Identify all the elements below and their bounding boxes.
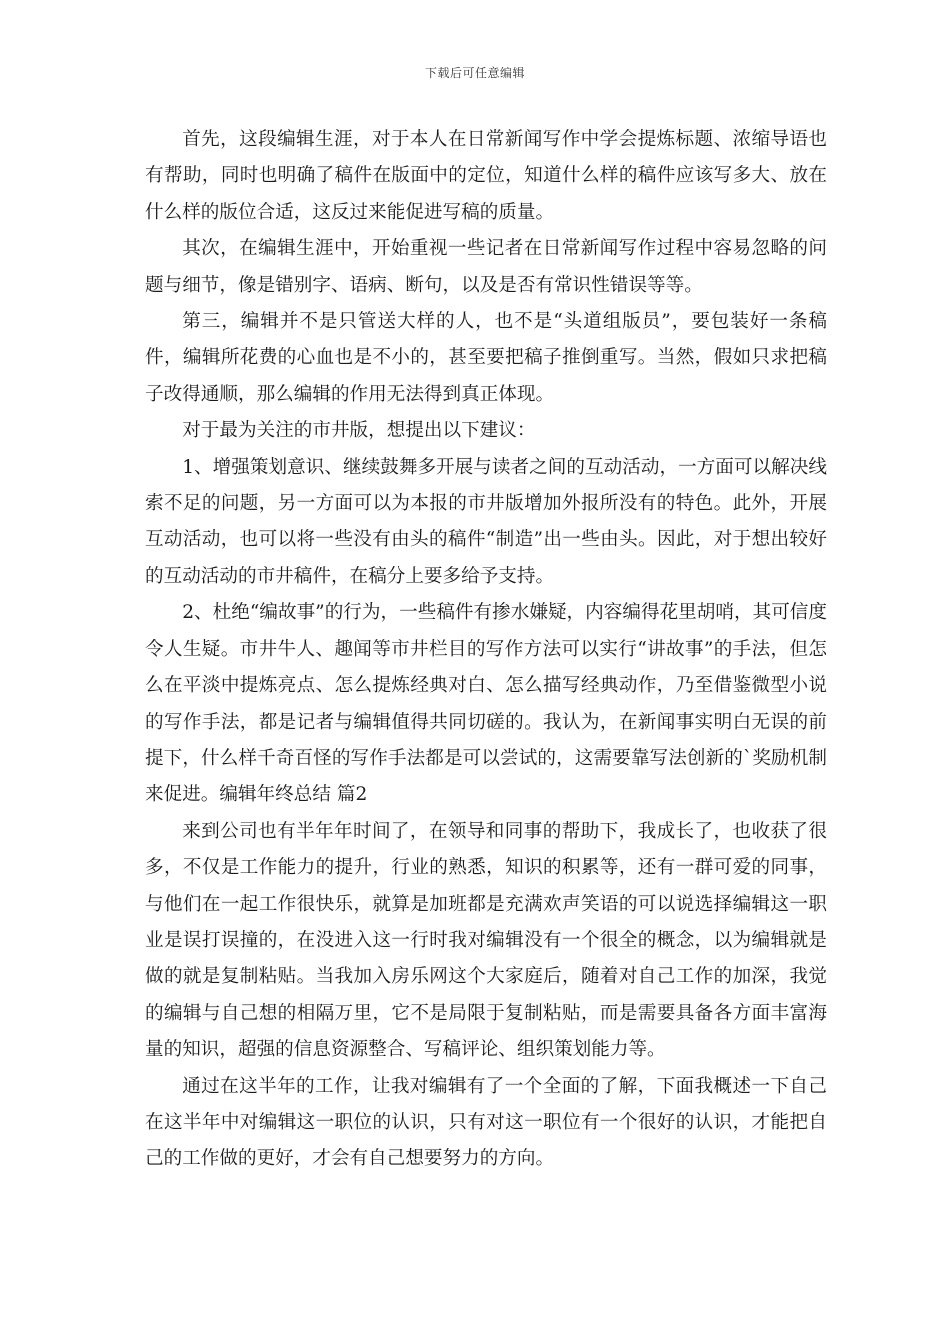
document-body xyxy=(145,122,827,1178)
paragraph: 来到公司也有半年年时间了，在领导和同事的帮助下，我成长了，也收获了很多，不仅是工作能力的提升，行业的熟悉，知识的积累等，还有一群可爱的同事，与他们在一起工作很快乐，就算是加班都是充满欢声笑语的可以说选择编辑这一职业是误打误撞的，在没进入这一行时我对编辑没有一个很全的概念，以为编辑就是做的就是复制粘贴。当我加入房乐网这个大家庭后，随着对自己工作的加深，我觉的编辑与自己想的相隔万里，它不是局限于复制粘贴，而是需要具备各方面丰富海量的知识，超强的信息资源整合、写稿评论、组织策划能力等。 xyxy=(145,820,827,1061)
page-header: 下载后可任意编辑 xyxy=(424,66,525,80)
paragraph: 其次，在编辑生涯中，开始重视一些记者在日常新闻写作过程中容易忽略的问题与细节，像是错别字、语病、断句，以及是否有常识性错误等等。 xyxy=(145,238,827,296)
paragraph: 第三，编辑并不是只管送大样的人，也不是“头道组版员”，要包装好一条稿件，编辑所花费的心血也是不小的，甚至要把稿子推倒重写。当然，假如只求把稿子改得通顺，那么编辑的作用无法得到真正体现。 xyxy=(145,311,827,405)
paragraph: 1、增强策划意识、继续鼓舞多开展与读者之间的互动活动，一方面可以解决线索不足的问题，另一方面可以为本报的市井版增加外报所没有的特色。此外，开展互动活动，也可以将一些没有由头的稿件“制造”出一些由头。因此，对于想出较好的互动活动的市井稿件，在稿分上要多给予支持。 xyxy=(145,456,827,587)
paragraph: 通过在这半年的工作，让我对编辑有了一个全面的了解，下面我概述一下自己在这半年中对编辑这一职位的认识，只有对这一职位有一个很好的认识，才能把自己的工作做的更好，才会有自己想要努力的方向。 xyxy=(145,1075,827,1170)
paragraph: 首先，这段编辑生涯，对于本人在日常新闻写作中学会提炼标题、浓缩导语也有帮助，同时也明确了稿件在版面中的定位，知道什么样的稿件应该写多大、放在什么样的版位合适，这反过来能促进写稿的质量。 xyxy=(145,129,827,223)
paragraph: 2、杜绝“编故事”的行为，一些稿件有掺水嫌疑，内容编得花里胡哨，其可信度令人生疑。市井牛人、趣闻等市井栏目的写作方法可以实行“讲故事”的手法，但怎么在平淡中提炼亮点、怎么提炼经典对白、怎么描写经典动作，乃至借鉴微型小说的写作手法，都是记者与编辑值得共同切磋的。我认为，在新闻事实明白无误的前提下，什么样千奇百怪的写作手法都是可以尝试的，这需要靠写法创新的`奖励机制来促进。编辑年终总结 篇2 xyxy=(145,602,827,806)
paragraph: 对于最为关注的市井版，想提出以下建议： xyxy=(182,420,536,442)
